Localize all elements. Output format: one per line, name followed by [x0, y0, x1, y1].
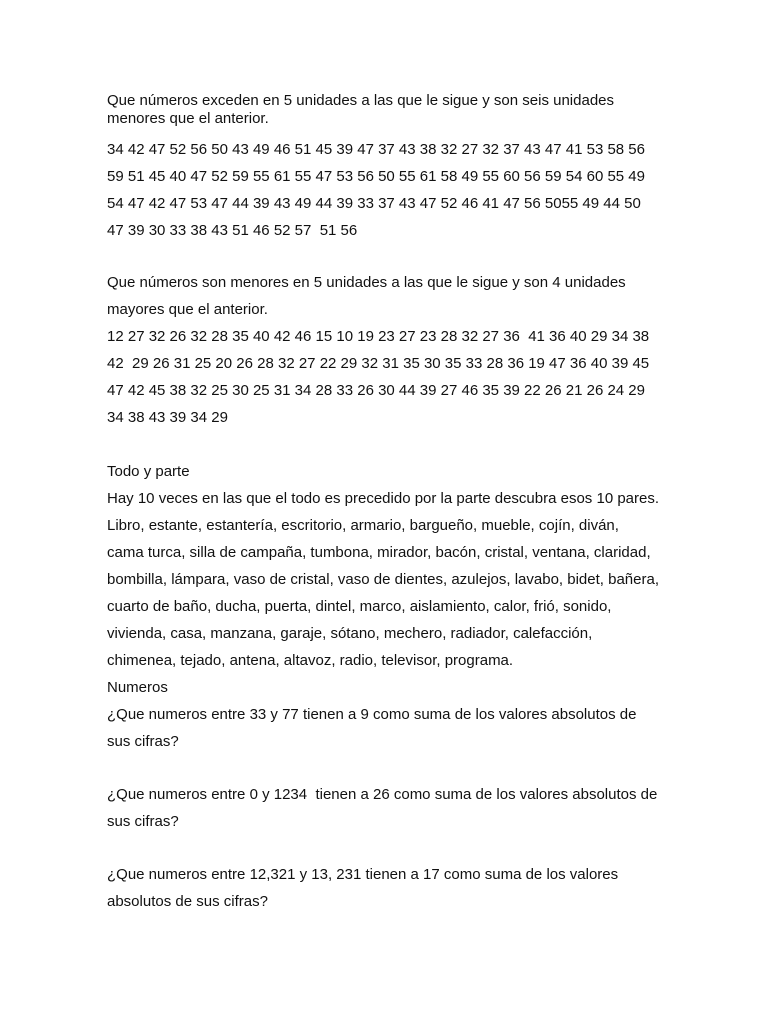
text-line: cama turca, silla de campaña, tumbona, mirador, bacón, cristal, ventana, claridad, — [107, 544, 651, 561]
text-line: cuarto de baño, ducha, puerta, dintel, marco, aislamiento, calor, frió, sonido, — [107, 598, 612, 615]
number-line: 42 29 26 31 25 20 26 28 32 27 22 29 32 31 35 30 35 33 28 36 19 47 36 40 39 45 — [107, 355, 650, 372]
section1-numbers — [107, 136, 687, 244]
question-line: ¿Que numeros entre 33 y 77 tienen a 9 como suma de los valores absolutos de — [107, 706, 637, 723]
question-line: ¿Que numeros entre 0 y 1234 tienen a 26 como suma de los valores absolutos de — [107, 786, 658, 803]
question-line: sus cifras? — [107, 733, 179, 750]
section-heading: Todo y parte — [107, 463, 190, 480]
document-page — [107, 92, 687, 915]
number-line: 47 42 45 38 32 25 30 25 31 34 28 33 26 30 44 39 27 46 35 39 22 26 21 26 24 29 — [107, 382, 645, 399]
text-line: Libro, estante, estantería, escritorio, armario, bargueño, mueble, cojín, diván, — [107, 517, 619, 534]
section4 — [107, 674, 687, 915]
number-line: 34 42 47 52 56 50 43 49 46 51 45 39 47 37 43 38 32 27 32 37 43 47 41 53 58 56 — [107, 141, 645, 158]
text-line: chimenea, tejado, antena, altavoz, radio, televisor, programa. — [107, 652, 514, 669]
question-line: ¿Que numeros entre 12,321 y 13, 231 tienen a 17 como suma de los valores — [107, 866, 619, 883]
text-line: Que números exceden en 5 unidades a las que le sigue y son seis unidades — [107, 92, 615, 109]
question-line: sus cifras? — [107, 813, 179, 830]
number-line: 59 51 45 40 47 52 59 55 61 55 47 53 56 50 55 61 58 49 55 60 56 59 54 60 55 49 — [107, 168, 645, 185]
question-line: absolutos de sus cifras? — [107, 893, 268, 910]
section2 — [107, 269, 687, 431]
section-heading: Numeros — [107, 679, 168, 696]
section1-question — [107, 92, 687, 128]
section3 — [107, 458, 687, 674]
text-line: Hay 10 veces en las que el todo es precedido por la parte descubra esos 10 pares. — [107, 490, 660, 507]
text-line: bombilla, lámpara, vaso de cristal, vaso de dientes, azulejos, lavabo, bidet, bañera, — [107, 571, 659, 588]
number-line: 47 39 30 33 38 43 51 46 52 57 51 56 — [107, 222, 358, 239]
number-line: 12 27 32 26 32 28 35 40 42 46 15 10 19 23 27 23 28 32 27 36 41 36 40 29 34 38 — [107, 328, 650, 345]
text-line: Que números son menores en 5 unidades a las que le sigue y son 4 unidades — [107, 274, 626, 291]
number-line: 34 38 43 39 34 29 — [107, 409, 228, 426]
text-line: mayores que el anterior. — [107, 301, 268, 318]
text-line: menores que el anterior. — [107, 110, 269, 127]
text-line: vivienda, casa, manzana, garaje, sótano, mechero, radiador, calefacción, — [107, 625, 593, 642]
number-line: 54 47 42 47 53 47 44 39 43 49 44 39 33 37 43 47 52 46 41 47 56 5055 49 44 50 — [107, 195, 641, 212]
